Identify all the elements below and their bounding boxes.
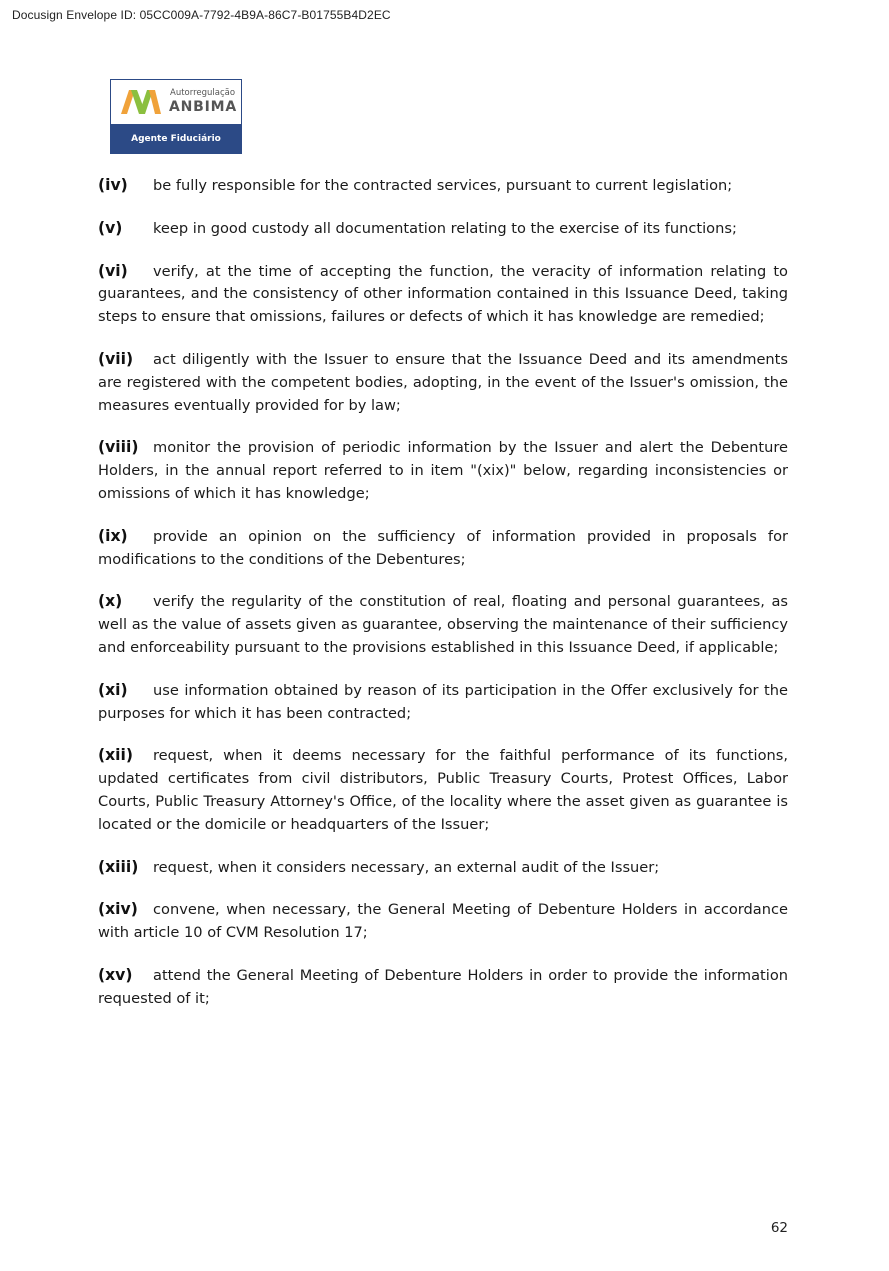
item-text: provide an opinion on the sufficiency of information provided in proposals for modifications to the conditions of the Debentures; xyxy=(98,527,788,568)
item-label: (vii) xyxy=(98,349,134,368)
list-item xyxy=(98,964,788,1011)
obligation-list xyxy=(98,174,788,1030)
item-label: (xii) xyxy=(98,746,134,765)
page-number: 62 xyxy=(770,1220,788,1236)
logo-small-text: Autorregulação xyxy=(170,88,236,98)
list-item xyxy=(98,744,788,836)
list-item xyxy=(98,590,788,659)
envelope-id: Docusign Envelope ID: 05CC009A-7792-4B9A-86C7-B01755B4D2EC xyxy=(12,8,391,22)
list-item xyxy=(98,217,788,241)
item-label: (vi) xyxy=(98,261,128,280)
item-label: (ix) xyxy=(98,526,128,545)
anbima-mark-icon xyxy=(121,88,161,116)
item-label: (v) xyxy=(98,218,123,237)
item-text: verify, at the time of accepting the function, the veracity of information relating to guarantees, and the consistency of other information contained in this Issuance Deed, taking steps to ensure that omissions, failures or defects of which it has knowledge are remedied; xyxy=(98,262,788,326)
list-item xyxy=(98,348,788,417)
list-item xyxy=(98,525,788,572)
item-label: (x) xyxy=(98,592,123,611)
item-label: (iv) xyxy=(98,176,128,194)
list-item xyxy=(98,679,788,726)
item-label: (xi) xyxy=(98,680,128,699)
item-text: request, when it considers necessary, an external audit of the Issuer; xyxy=(153,858,660,876)
item-text: act diligently with the Issuer to ensure that the Issuance Deed and its amendments are registered with the competent bodies, adopting, in the event of the Issuer's omission, the measures eventually provided for by law; xyxy=(98,350,788,414)
item-label: (xv) xyxy=(98,965,133,984)
list-item xyxy=(98,898,788,945)
item-text: use information obtained by reason of its participation in the Offer exclusively for the purposes for which it has been contracted; xyxy=(98,681,788,722)
anbima-logo xyxy=(110,79,242,154)
item-text: attend the General Meeting of Debenture Holders in order to provide the information requested of it; xyxy=(98,966,788,1007)
item-text: be fully responsible for the contracted services, pursuant to current legislation; xyxy=(153,177,733,194)
item-label: (xiv) xyxy=(98,900,138,919)
logo-subtitle: Agente Fiduciário xyxy=(111,124,241,153)
item-text: monitor the provision of periodic information by the Issuer and alert the Debenture Holders, in the annual report referred to in item "(xix)" below, regarding inconsistencies or omissions of which it has knowledge; xyxy=(98,439,788,502)
list-item xyxy=(98,436,788,505)
item-text: request, when it deems necessary for the faithful performance of its functions, updated certificates from civil distributors, Public Treasury Courts, Protest Offices, Labor Courts, Public Treasury Attorney's Office, of the locality where the asset given as guarantee is located or the domicile or headquarters of the Issuer; xyxy=(98,747,788,833)
list-item xyxy=(98,174,788,198)
item-text: keep in good custody all documentation relating to the exercise of its functions; xyxy=(153,219,737,237)
list-item xyxy=(98,856,788,880)
list-item xyxy=(98,260,788,329)
item-text: verify the regularity of the constitution of real, floating and personal guarantees, as well as the value of assets given as guarantee, observing the maintenance of their sufficiency and enforceability pursuant to the provisions established in this Issuance Deed, if applicable; xyxy=(98,593,788,656)
logo-brand: ANBIMA xyxy=(169,99,237,115)
item-text: convene, when necessary, the General Meeting of Debenture Holders in accordance with article 10 of CVM Resolution 17; xyxy=(98,901,788,942)
item-label: (viii) xyxy=(98,438,139,457)
logo-top xyxy=(111,80,241,124)
item-label: (xiii) xyxy=(98,857,139,876)
